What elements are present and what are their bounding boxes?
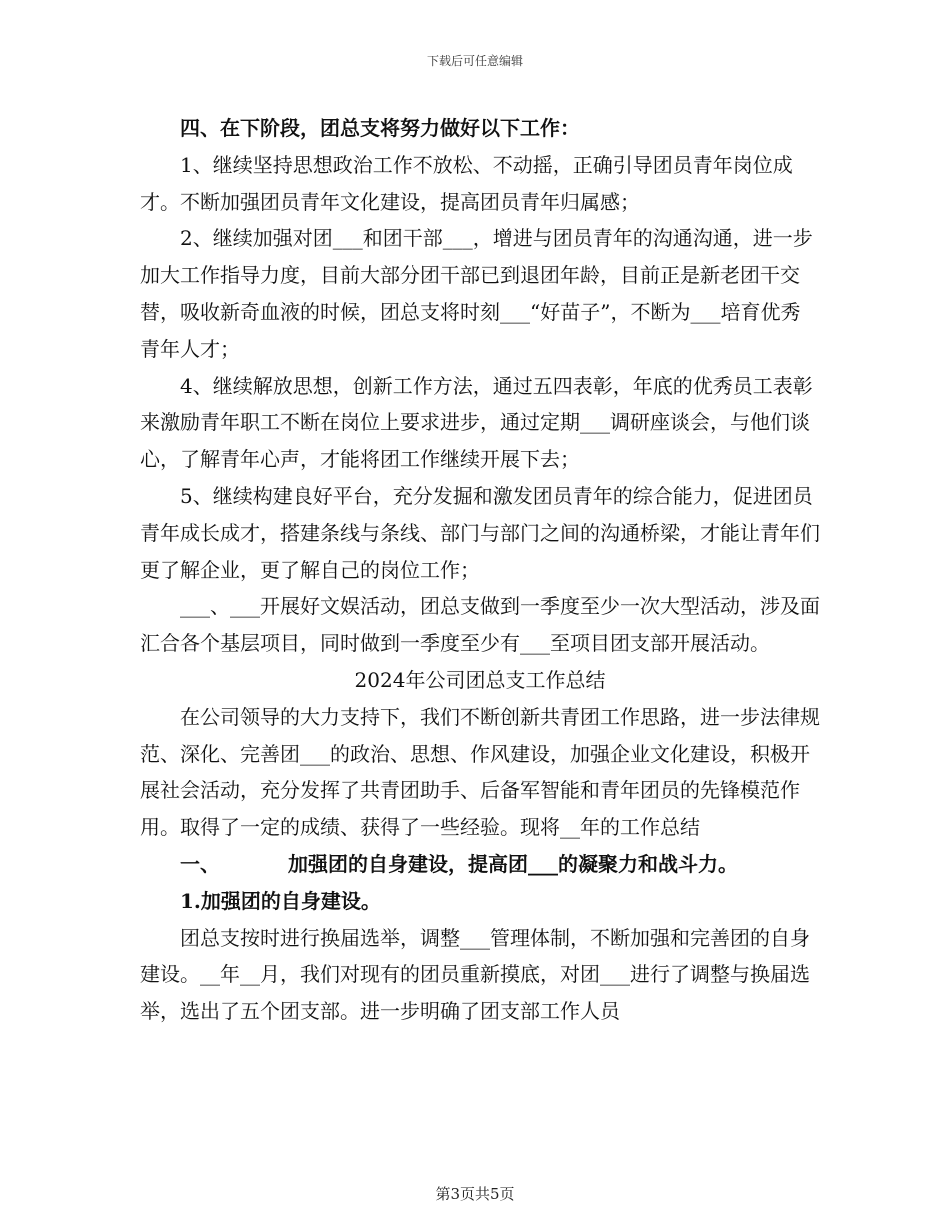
page-footer: 第3页共5页 [435, 1185, 515, 1203]
document-title: 2024年公司团总支工作总结 [354, 667, 606, 692]
document-body [140, 110, 820, 1030]
paragraph-item-4: 4、继续解放思想，创新工作方法，通过五四表彰，年底的优秀员工表彰来激励青年职工不断在岗位上要求进步，通过定期___调研座谈会，与他们谈心，了解青年心声，才能将团工作继续开展下去； [140, 373, 813, 472]
section-one-title: 加强团的自身建设，提高团___的凝聚力和战斗力。 [288, 851, 738, 876]
page-header: 下载后可任意编辑 [426, 54, 523, 68]
paragraph-item-1: 1、继续坚持思想政治工作不放松、不动摇，正确引导团员青年岗位成才。不断加强团员青年文化建设，提高团员青年归属感； [140, 152, 793, 214]
paragraph-intro: 在公司领导的大力支持下，我们不断创新共青团工作思路，进一步法律规范、深化、完善团___的政治、思想、作风建设，加强企业文化建设，积极开展社会活动，充分发挥了共青团助手、后备军智能和青年团员的先锋模范作用。取得了一定的成绩、获得了一些经验。现将__年的工作总结 [140, 704, 820, 840]
heading-four: 四、在下阶段，团总支将努力做好以下工作： [180, 116, 580, 140]
paragraph-item-5: 5、继续构建良好平台，充分发掘和激发团员青年的综合能力，促进团员青年成长成才，搭建条线与条线、部门与部门之间的沟通桥梁，才能让青年们更了解企业，更了解自己的岗位工作； [140, 483, 820, 582]
subsection-1-heading: 1.加强团的自身建设。 [180, 888, 381, 913]
section-one-heading [140, 846, 820, 883]
section-one-number: 一、 [180, 851, 220, 876]
paragraph-item-blank: ___、___开展好文娱活动，团总支做到一季度至少一次大型活动，涉及面汇合各个基层项目，同时做到一季度至少有___至项目团支部开展活动。 [140, 594, 820, 656]
paragraph-item-2: 2、继续加强对团___和团干部___，增进与团员青年的沟通沟通，进一步加大工作指导力度，目前大部分团干部已到退团年龄，目前正是新老团干交替，吸收新奇血液的时候，团总支将时刻___“好苗子”，不断为___培育优秀青年人才； [140, 226, 813, 361]
paragraph-final: 团总支按时进行换届选举，调整___管理体制，不断加强和完善团的自身建设。__年__月，我们对现有的团员重新摸底，对团___进行了调整与换届选举，选出了五个团支部。进一步明确了团支部工作人员 [140, 925, 810, 1024]
